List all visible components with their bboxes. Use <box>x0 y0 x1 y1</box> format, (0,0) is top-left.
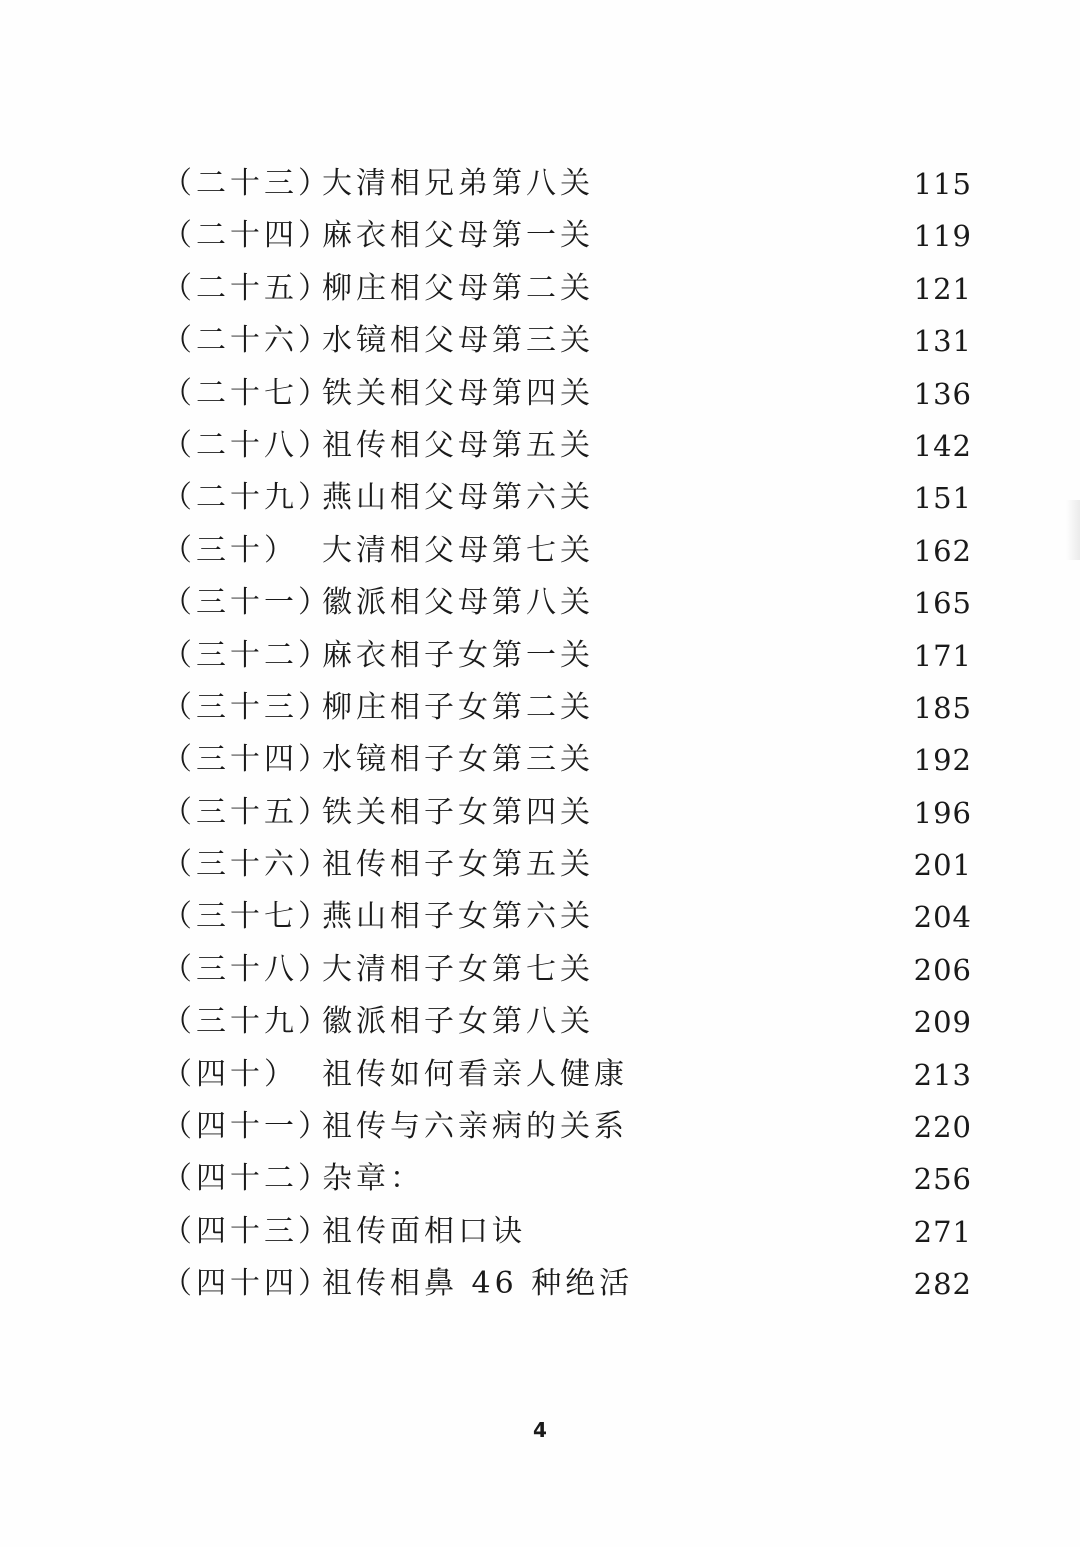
toc-entry-number: （三十六） <box>162 847 332 883</box>
toc-entry-page: 151 <box>913 481 972 516</box>
toc-entry <box>162 1206 982 1258</box>
toc-entry-number: （三十九） <box>162 1004 332 1040</box>
toc-entry-page: 136 <box>913 376 972 411</box>
toc-entry-title: 祖传与六亲病的关系 <box>322 1109 628 1145</box>
toc-entry-number: （三十） <box>162 532 298 568</box>
toc-entry <box>162 630 982 682</box>
toc-entry <box>162 472 982 524</box>
toc-entry-title: 祖传相鼻 46 种绝活 <box>322 1266 634 1302</box>
scan-edge-shadow <box>1066 500 1080 560</box>
toc-entry-page: 119 <box>913 219 972 254</box>
toc-entry-number: （二十九） <box>162 480 332 516</box>
toc-entry-title: 大清相父母第七关 <box>322 532 594 568</box>
toc-entry-number: （三十二） <box>162 637 332 673</box>
toc-entry-page: 162 <box>913 533 972 568</box>
toc-entry-title: 杂章： <box>322 1161 424 1197</box>
toc-entry <box>162 1153 982 1205</box>
toc-entry-number: （四十一） <box>162 1109 332 1145</box>
toc-entry <box>162 1258 982 1310</box>
toc-entry-title: 柳庄相父母第二关 <box>322 270 594 306</box>
toc-entry <box>162 682 982 734</box>
toc-entry-number: （二十三） <box>162 166 332 201</box>
toc-entry <box>162 1101 982 1153</box>
toc-entry-page: 192 <box>913 743 972 778</box>
toc-entry <box>162 891 982 943</box>
toc-entry-title: 燕山相子女第六关 <box>322 899 594 935</box>
toc-entry-number: （三十三） <box>162 689 332 725</box>
toc-entry-page: 131 <box>913 324 972 359</box>
toc-entry-page: 209 <box>913 1005 972 1040</box>
toc-entry-page: 165 <box>913 586 972 621</box>
toc-entry-page: 206 <box>913 952 972 987</box>
toc-entry <box>162 944 982 996</box>
toc-entry-number: （三十七） <box>162 899 332 935</box>
toc-entry-number: （三十八） <box>162 951 332 987</box>
toc-entry-title: 大清相子女第七关 <box>322 951 594 987</box>
toc-entry <box>162 1049 982 1101</box>
toc-entry <box>162 210 982 262</box>
toc-entry-title: 水镜相子女第三关 <box>322 742 594 778</box>
toc-entry-number: （四十） <box>162 1056 298 1092</box>
toc-entry-number: （四十三） <box>162 1213 332 1249</box>
toc-entry-title: 祖传相父母第五关 <box>322 427 594 463</box>
toc-entry <box>162 525 982 577</box>
toc-entry-page: 256 <box>913 1162 972 1197</box>
toc-entry <box>162 734 982 786</box>
toc-entry-page: 220 <box>913 1110 972 1145</box>
toc-entry-page: 204 <box>913 900 972 935</box>
toc-entry-title: 祖传面相口诀 <box>322 1213 526 1249</box>
toc-entry <box>162 420 982 472</box>
toc-entry <box>162 368 982 420</box>
toc-entry-title: 徽派相子女第八关 <box>322 1004 594 1040</box>
toc-entry-title: 柳庄相子女第二关 <box>322 689 594 725</box>
toc-entry <box>162 577 982 629</box>
toc-entry-number: （二十五） <box>162 270 332 306</box>
toc-entry-page: 185 <box>913 690 972 725</box>
toc-entry-number: （二十八） <box>162 427 332 463</box>
toc-entry-number: （二十四） <box>162 218 332 254</box>
toc-entry-title: 燕山相父母第六关 <box>322 480 594 516</box>
toc-entry-number: （二十七） <box>162 375 332 411</box>
toc-entry-number: （四十四） <box>162 1266 332 1302</box>
toc-entry-number: （三十四） <box>162 742 332 778</box>
toc-entry-number: （四十二） <box>162 1161 332 1197</box>
toc-entry-page: 271 <box>913 1214 972 1249</box>
toc-entry-title: 水镜相父母第三关 <box>322 323 594 359</box>
toc-entry-title: 祖传如何看亲人健康 <box>322 1056 628 1092</box>
toc-entry-page: 282 <box>913 1267 972 1302</box>
toc-entry-page: 201 <box>913 848 972 883</box>
toc-entry <box>162 315 982 367</box>
toc-entry-title: 铁关相父母第四关 <box>322 375 594 411</box>
toc-entry-title: 徽派相父母第八关 <box>322 585 594 621</box>
toc-entry-title: 铁关相子女第四关 <box>322 794 594 830</box>
toc-entry-title: 麻衣相子女第一关 <box>322 637 594 673</box>
toc-entry <box>162 158 982 210</box>
toc-entry-number: （三十五） <box>162 794 332 830</box>
toc-entry-number: （二十六） <box>162 323 332 359</box>
toc-entry-title: 大清相兄弟第八关 <box>322 166 594 201</box>
toc-entry-number: （三十一） <box>162 585 332 621</box>
page-number: 4 <box>533 1418 547 1442</box>
toc-entry <box>162 263 982 315</box>
toc-entry <box>162 839 982 891</box>
toc-entry-page: 142 <box>913 428 972 463</box>
toc-entry-title: 祖传相子女第五关 <box>322 847 594 883</box>
table-of-contents <box>162 158 982 1311</box>
toc-entry-page: 213 <box>913 1057 972 1092</box>
toc-entry-page: 196 <box>913 795 972 830</box>
toc-entry-page: 171 <box>913 638 972 673</box>
toc-entry-page: 121 <box>913 271 972 306</box>
toc-entry-page: 115 <box>913 167 972 201</box>
toc-entry <box>162 787 982 839</box>
toc-entry <box>162 996 982 1048</box>
toc-entry-title: 麻衣相父母第一关 <box>322 218 594 254</box>
